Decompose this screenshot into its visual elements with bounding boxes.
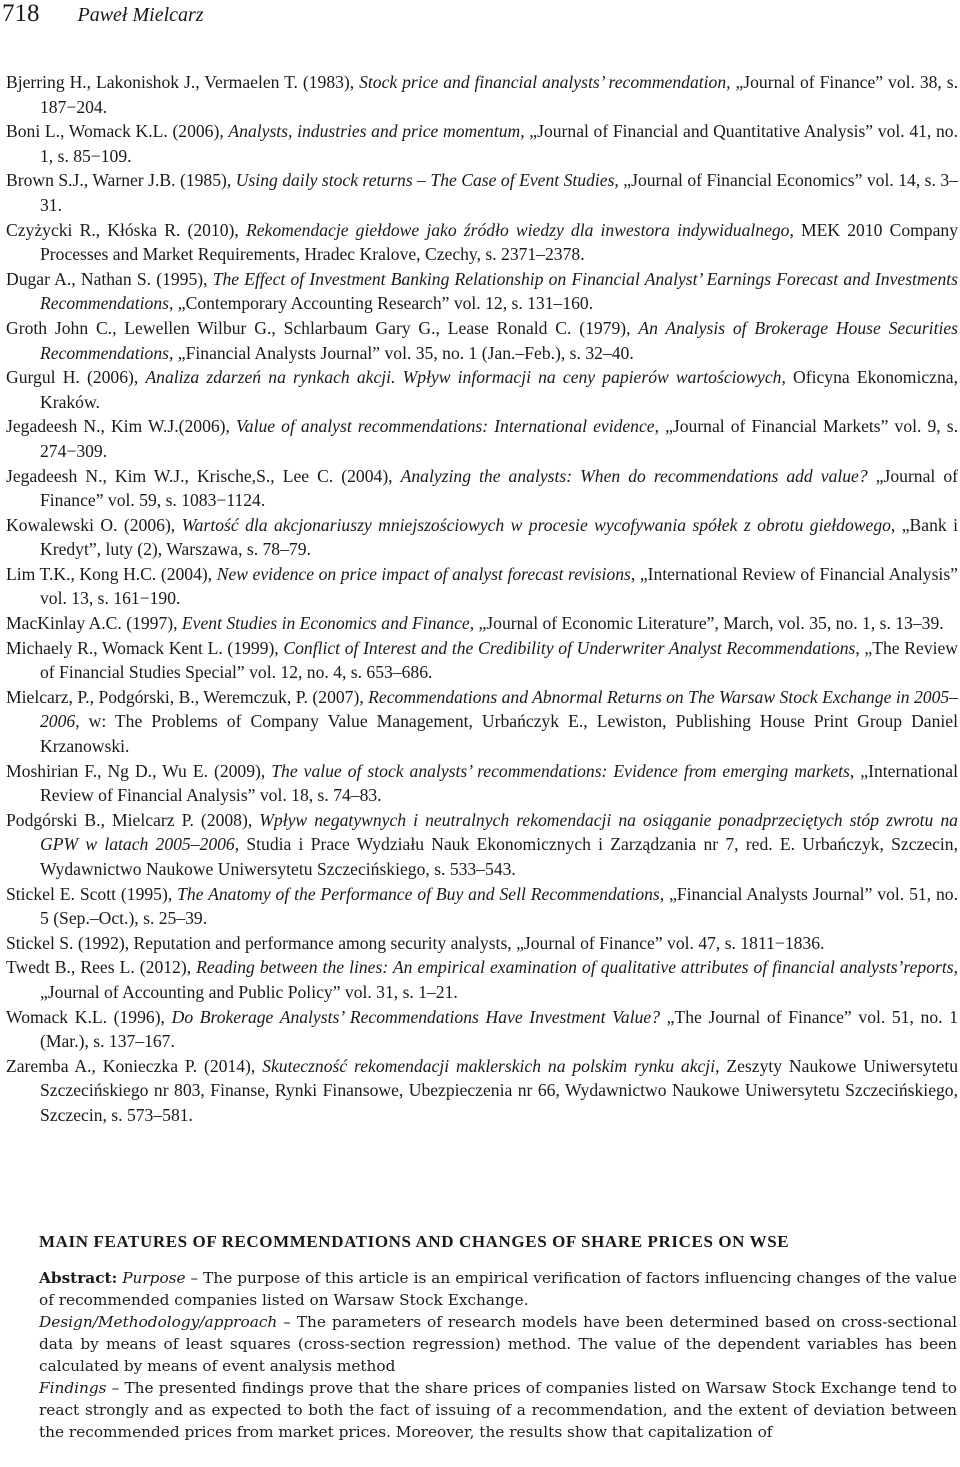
reference-entry [6,119,958,168]
reference-authors: Dugar A., Nathan S. (1995), [6,268,213,289]
reference-entry [6,759,958,808]
reference-entry [6,218,958,267]
findings-text: – The presented findings prove that the share prices of companies listed on Warsaw Stock Exchange tend to react strongly and as expected to both the fact of issuing of a recommendation, and the extent of deviation between the recommended prices from market prices. Moreover, the results show that capitalization of [39,1379,957,1441]
reference-authors: Womack K.L. (1996), [6,1006,172,1027]
reference-entry [6,70,958,119]
reference-list [6,70,958,1128]
reference-entry [6,267,958,316]
reference-entry [6,882,958,931]
reference-authors: Brown S.J., Warner J.B. (1985), [6,170,236,191]
reference-details: , „Journal of Accounting and Public Policy” vol. 31, s. 1–21. [40,957,959,1002]
reference-details: „Journal of Financial and Quantitative Analysis” vol. 41, no. 1, s. 85−109. [40,121,958,166]
reference-authors: Boni L., Womack K.L. (2006), [6,121,229,142]
reference-authors: Moshirian F., Ng D., Wu E. (2009), [6,760,272,781]
reference-title: Analiza zdarzeń na rynkach akcji. Wpływ informacji na ceny papierów wartościowych [145,367,782,388]
reference-title: Stock price and financial analysts’ recommendation, [359,72,731,92]
reference-details: , „Financial Analysts Journal” vol. 51, no. 5 (Sep.–Oct.), s. 25–39. [40,883,958,929]
reference-authors: Twedt B., Rees L. (2012), [6,957,197,978]
reference-entry [6,808,958,882]
reference-details: , w: The Problems of Company Value Management, Urbańczyk E., Lewiston, Publishing House Print Group Daniel Krzanowski. [40,711,958,757]
reference-title: The Effect of Investment Banking Relationship on Financial Analyst’ Earnings Forecast and Investments Recommendations [40,268,958,314]
page-number: 718 [2,0,40,27]
reference-title: Do Brokerage Analysts’ Recommendations Have Investment Value? [171,1006,661,1027]
reference-title: The value of stock analysts’ recommendations: Evidence from emerging markets [271,760,850,781]
reference-entry [6,513,958,562]
reference-details: , „International Review of Financial Analysis” vol. 13, s. 161−190. [40,563,958,609]
summary-title: MAIN FEATURES OF RECOMMENDATIONS AND CHANGES OF SHARE PRICES ON WSE [39,1232,790,1251]
reference-entry [6,1054,958,1128]
reference-authors: Stickel E. Scott (1995), [6,883,178,904]
reference-details: , „Journal of Financial Markets” vol. 9, s. 274−309. [40,416,958,461]
running-title: Paweł Mielcarz [77,4,204,26]
reference-authors: MacKinlay A.C. (1997), [6,613,182,634]
reference-entry [6,414,958,463]
reference-title: Conflict of Interest and the Credibility of Underwriter Analyst Recommendations [283,637,856,658]
reference-title: Value of analyst recommendations: International evidence [236,416,655,437]
reference-authors: Lim T.K., Kong H.C. (2004), [6,563,217,584]
reference-authors: Gurgul H. (2006), [6,367,146,388]
abstract-label: Abstract: [39,1269,118,1287]
reference-entry [6,611,958,636]
reference-authors: Jegadeesh N., Kim W.J.(2006), [6,416,236,437]
reference-entry [6,931,958,956]
reference-authors: Czyżycki R., Kłóska R. (2010), [6,219,246,240]
reference-authors: Zaremba A., Konieczka P. (2014), [6,1055,263,1076]
reference-details: , Zeszyty Naukowe Uniwersytetu Szczecińskiego nr 803, Finanse, Rynki Finansowe, Ubezpieczenia nr 66, Wydawnictwo Naukowe Uniwersytetu Szczecińskiego, Szczecin, s. 573–581. [40,1055,959,1125]
purpose-label: Purpose [122,1269,186,1287]
reference-details: „The Journal of Finance” vol. 51, no. 1 (Mar.), s. 137–167. [40,1006,959,1052]
reference-details: „Journal of Finance” vol. 59, s. 1083−1124. [40,465,958,511]
reference-title: Analyzing the analysts: When do recommendations add value? [400,465,868,486]
reference-title: Rekomendacje giełdowe jako źródło wiedzy dla inwestora indywidualnego [245,219,790,240]
reference-title: Analysts, industries and price momentum, [228,121,525,142]
reference-title: Recommendations and Abnormal Returns on The Warsaw Stock Exchange in 2005–2006 [40,686,958,732]
abstract-findings [39,1377,957,1443]
reference-details: , Oficyna Ekonomiczna, Kraków. [40,367,958,412]
english-summary [39,1232,957,1443]
reference-title: Using daily stock returns – The Case of Event Studies, [235,170,619,191]
reference-authors: Jegadeesh N., Kim W.J., Krische,S., Lee C. (2004), [6,465,401,486]
reference-entry [6,685,958,759]
reference-entry [6,168,958,217]
reference-title: The Anatomy of the Performance of Buy and Sell Recommendations [177,883,660,904]
reference-details: , „The Review of Financial Studies Special” vol. 12, no. 4, s. 653–686. [40,637,958,683]
reference-title: An Analysis of Brokerage House Securities Recommendations [40,317,958,363]
reference-authors: Groth John C., Lewellen Wilbur G., Schlarbaum Gary G., Lease Ronald C. (1979), [6,317,639,338]
reference-entry [6,1005,958,1054]
reference-title: Reading between the lines: An empirical examination of qualitative attributes of financial analysts’reports [196,957,954,978]
reference-authors: Mielcarz, P., Podgórski, B., Weremczuk, P. (2007), [6,686,369,707]
design-text: – The parameters of research models have been determined based on cross-sectional data by means of least squares (cross-section regression) method. The value of the dependent variables has been calculated by means of event analysis method [39,1313,957,1375]
reference-details: , „Contemporary Accounting Research” vol. 12, s. 131–160. [169,293,594,314]
reference-entry [6,365,958,414]
findings-label: Findings [39,1379,107,1397]
reference-details: , „Financial Analysts Journal” vol. 35, no. 1 (Jan.–Feb.), s. 32–40. [169,342,634,363]
reference-title: Event Studies in Economics and Finance [181,613,470,634]
reference-entry [6,464,958,513]
page-header [0,0,204,40]
reference-entry [6,316,958,365]
purpose-text: – The purpose of this article is an empirical verification of factors influencing changes of the value of recommended companies listed on Warsaw Stock Exchange. [39,1269,957,1309]
reference-details: , „International Review of Financial Analysis” vol. 18, s. 74–83. [40,760,959,806]
reference-details: , Studia i Prace Wydziału Nauk Ekonomicznych i Zarządzania nr 7, red. E. Urbańczyk, Szczecin, Wydawnictwo Naukowe Uniwersytetu Szczecińskiego, s. 533–543. [40,834,959,879]
reference-authors: Michaely R., Womack Kent L. (1999), [6,637,284,658]
reference-details: „Journal of Finance” vol. 38, s. 187−204. [40,72,958,117]
reference-authors: Stickel S. (1992), Reputation and performance among security analysts, „Journal of Finance” vol. 47, s. 1811−1836. [6,932,825,953]
reference-details: , „Bank i Kredyt”, luty (2), Warszawa, s. 78–79. [40,514,959,560]
reference-authors: Kowalewski O. (2006), [6,514,182,535]
reference-details: „Journal of Financial Economics” vol. 14, s. 3–31. [40,170,958,215]
reference-entry [6,955,958,1004]
reference-entry [6,636,958,685]
reference-details: , MEK 2010 Company Processes and Market Requirements, Hradec Kralove, Czechy, s. 2371–2378. [40,219,959,265]
abstract-purpose [39,1267,957,1311]
reference-authors: Bjerring H., Lakonishok J., Vermaelen T. (1983), [6,72,360,92]
reference-details: , „Journal of Economic Literature”, March, vol. 35, no. 1, s. 13–39. [469,613,944,634]
reference-title: Wartość dla akcjonariuszy mniejszościowych w procesie wycofywania spółek z obrotu giełdowego [181,514,891,535]
reference-entry [6,562,958,611]
reference-title: Wpływ negatywnych i neutralnych rekomendacji na osiąganie ponadprzeciętych stóp zwrotu na GPW w latach 2005–2006 [40,809,958,855]
reference-title: New evidence on price impact of analyst forecast revisions [216,563,631,584]
reference-authors: Podgórski B., Mielcarz P. (2008), [6,809,260,830]
reference-title: Skuteczność rekomendacji maklerskich na polskim rynku akcji [262,1055,716,1076]
abstract-design [39,1311,957,1377]
design-label: Design/Methodology/approach [39,1313,278,1331]
